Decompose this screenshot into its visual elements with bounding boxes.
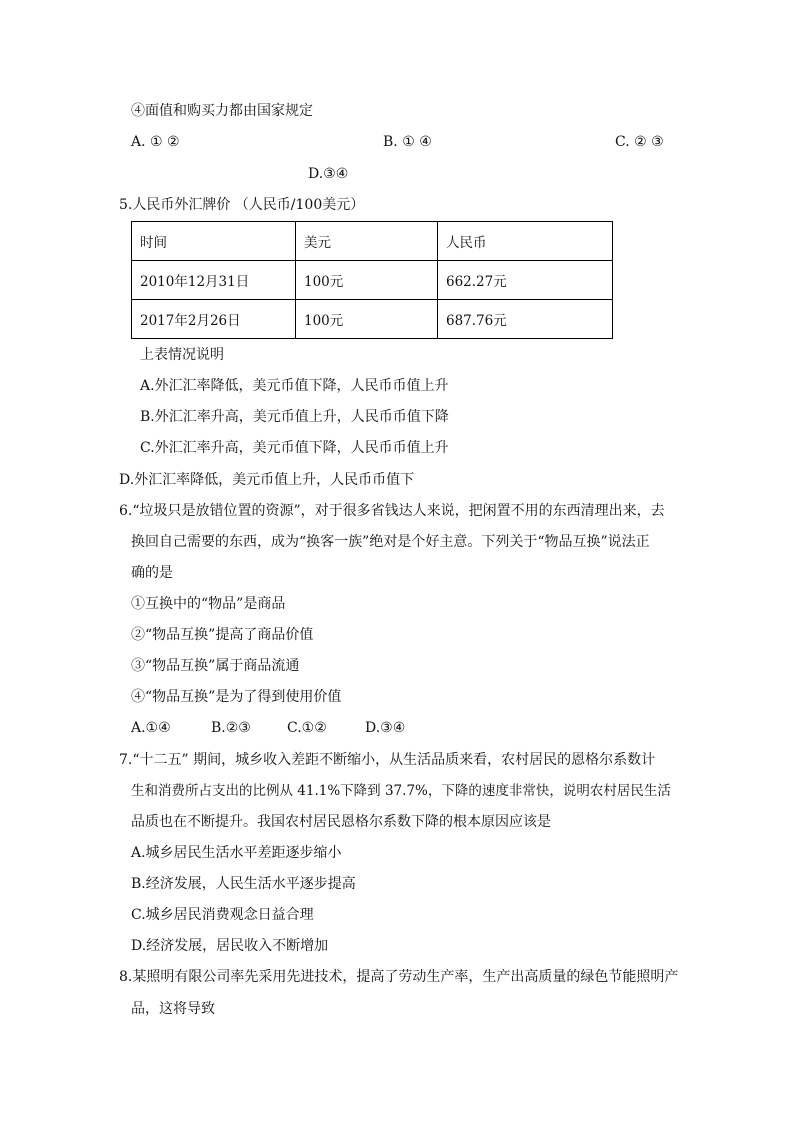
q6-option-d: D.③④ (365, 720, 406, 736)
table-header-cell: 美元 (296, 222, 438, 261)
q4-item-4: ④面值和购买力都由国家规定 (131, 103, 313, 119)
table-cell: 100元 (296, 261, 438, 300)
q6-option-b: B.②③ (211, 720, 251, 736)
q6-item-3: ③“物品互换”属于商品流通 (131, 658, 300, 674)
q6-option-a: A.①④ (131, 720, 171, 736)
table-header-cell: 时间 (132, 222, 296, 261)
q6-item-1: ①互换中的“物品”是商品 (131, 596, 286, 612)
table-cell: 2010年12月31日 (132, 261, 296, 300)
table-cell: 662.27元 (438, 261, 613, 300)
q7-option-b: B.经济发展，人民生活水平逐步提高 (131, 876, 356, 892)
q4-option-a: A. ① ② (131, 134, 180, 150)
table-header-row (132, 222, 613, 261)
q5-option-b: B.外汇汇率升高，美元币值上升，人民币币值下降 (140, 409, 449, 425)
q6-item-2: ②“物品互换”提高了商品价值 (131, 627, 314, 643)
q7-stem-line-1: 7.“十二五” 期间，城乡收入差距不断缩小，从生活品质来看，农村居民的恩格尔系数计 (119, 752, 656, 768)
table-header-cell: 人民币 (438, 222, 613, 261)
q7-stem-line-2: 生和消费所占支出的比例从 41.1%下降到 37.7%，下降的速度非常快，说明农村居民生活 (131, 783, 671, 799)
q4-option-c: C. ② ③ (615, 134, 664, 150)
q7-stem-line-3: 品质也在不断提升。我国农村居民恩格尔系数下降的根本原因应该是 (131, 814, 551, 830)
q7-option-d: D.经济发展，居民收入不断增加 (131, 938, 329, 954)
q6-option-c: C.①② (287, 720, 327, 736)
table-row (132, 261, 613, 300)
q8-stem-line-2: 品，这将导致 (131, 1001, 215, 1017)
q6-stem-line-2: 换回自己需要的东西，成为“换客一族”绝对是个好主意。下列关于“物品互换”说法正 (131, 534, 650, 550)
q4-option-b: B. ① ④ (383, 134, 432, 150)
table-row (132, 300, 613, 339)
q5-option-c: C.外汇汇率升高，美元币值下降，人民币币值上升 (140, 440, 449, 456)
q5-option-d: D.外汇汇率降低，美元币值上升，人民币币值下 (119, 472, 415, 488)
q6-stem-line-1: 6.“垃圾只是放错位置的资源”，对于很多省钱达人来说，把闲置不用的东西清理出来，去 (119, 503, 665, 519)
q7-option-c: C.城乡居民消费观念日益合理 (131, 907, 314, 923)
table-cell: 2017年2月26日 (132, 300, 296, 339)
q6-item-4: ④“物品互换”是为了得到使用价值 (131, 689, 342, 705)
q5-option-a: A.外汇汇率降低，美元币值下降，人民币币值上升 (140, 378, 449, 394)
q8-stem-line-1: 8.某照明有限公司率先采用先进技术，提高了劳动生产率，生产出高质量的绿色节能照明产 (119, 969, 679, 985)
table-cell: 687.76元 (438, 300, 613, 339)
q4-option-d: D.③④ (308, 166, 349, 182)
q5-prompt: 上表情况说明 (140, 347, 224, 363)
table-cell: 100元 (296, 300, 438, 339)
q5-stem: 5.人民币外汇牌价 （人民币/100美元） (119, 197, 365, 213)
q7-option-a: A.城乡居民生活水平差距逐步缩小 (131, 845, 342, 861)
exchange-rate-table (131, 221, 613, 339)
q6-stem-line-3: 确的是 (131, 565, 173, 581)
